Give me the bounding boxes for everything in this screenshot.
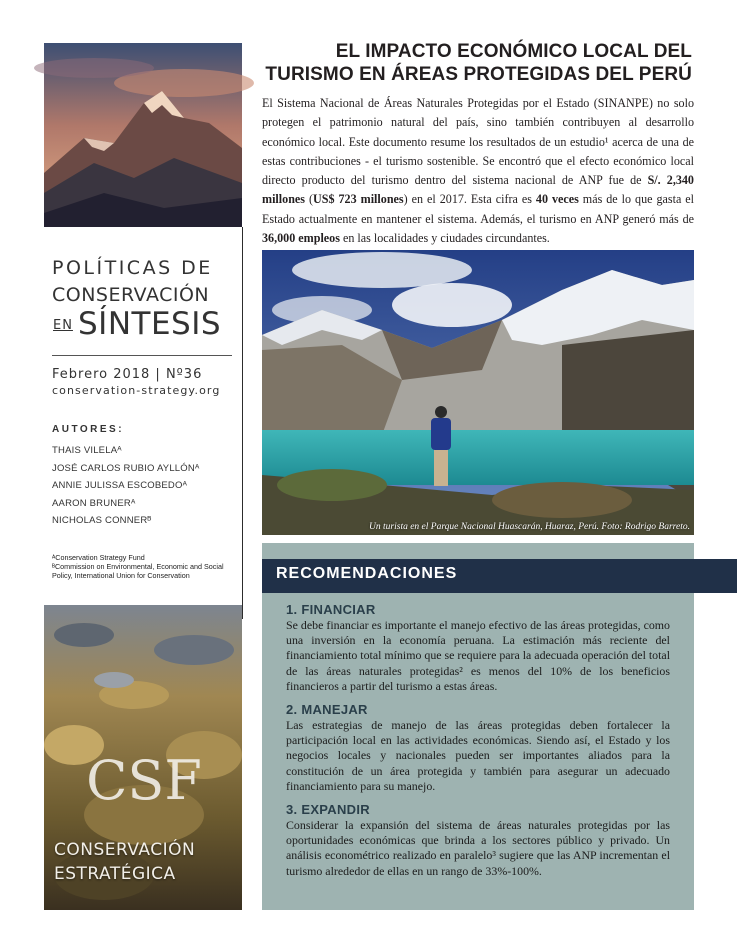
document-title: EL IMPACTO ECONÓMICO LOCAL DEL TURISMO EN ÁREAS PROTEGIDAS DEL PERÚ xyxy=(265,41,692,85)
recommendation-title: 3. EXPANDIR xyxy=(286,802,370,817)
website: conservation-strategy.org xyxy=(52,384,221,397)
author: JOSÉ CARLOS RUBIO AYLLÓNᴬ xyxy=(52,462,200,474)
sidebar xyxy=(44,43,242,910)
issue-date-number: Febrero 2018 | Nº36 xyxy=(52,367,203,382)
csf-logo xyxy=(86,741,202,818)
series-title-line3: SÍNTESIS xyxy=(78,306,222,342)
series-title-line1: POLÍTICAS DE xyxy=(52,257,213,279)
author: NICHOLAS CONNERᴮ xyxy=(52,515,152,526)
recommendation-title: 1. FINANCIAR xyxy=(286,602,376,617)
recommendations-heading: RECOMENDACIONES xyxy=(276,565,458,582)
recommendations-header-bar xyxy=(262,559,737,593)
org-name-line2: ESTRATÉGICA xyxy=(54,864,176,884)
intro-paragraph: El Sistema Nacional de Áreas Naturales Protegidas por el Estado (SINANPE) no solo protegen el patrimonio natural del país, sino también contribuyen al desarrollo económico local. Este documento resume los resultados de un estudio¹ acerca de una de estas contribuciones - el turismo sostenible. Se encontró que el efecto económico local directo producto del turismo dentro del sistema nacional de ANP fue de S/. 2,340 millones (US$ 723 millones) en el 2017. Esta cifra es 40 veces más de lo que gasta el Estado actualmente en mantener el sistema. Además, el turismo en ANP generó más de 36,000 empleos en las localidades y ciudades circundantes. xyxy=(262,96,695,246)
affiliation-a: ᴬConservation Strategy Fund xyxy=(52,553,145,562)
photo-caption: Un turista en el Parque Nacional Huascarán, Huaraz, Perú. Foto: Rodrigo Barreto. xyxy=(369,522,690,532)
series-title-en: EN xyxy=(53,318,73,333)
author: THAIS VILELAᴬ xyxy=(52,445,122,456)
authors-heading: AUTORES: xyxy=(52,424,125,435)
recommendation-item xyxy=(286,702,670,794)
series-title-block xyxy=(44,227,243,619)
csf-logo-text: CSF xyxy=(86,749,202,812)
series-title-line2: CONSERVACIÓN xyxy=(52,284,210,306)
recommendation-body: Las estrategias de manejo de las áreas protegidas deben fortalecer la participación local en las actividades económicas. Siendo así, el Estado y los negocios locales y nacionales pueden ser importantes aliados para la constitución de un área protegida y también para asegurar un adecuado financiamiento para su manejo. xyxy=(286,718,670,793)
title-divider xyxy=(52,355,232,356)
affiliations xyxy=(52,553,238,580)
recommendation-item xyxy=(286,602,670,694)
lake-photo xyxy=(262,250,694,535)
org-name-line1: CONSERVACIÓN xyxy=(54,840,196,860)
recommendation-item xyxy=(286,802,670,879)
recommendation-body: Se debe financiar es importante el manejo efectivo de las áreas protegidas, como una inversión en la economía peruana. La estimación más reciente del financiamiento total mínimo que se requiere para la adecuada operación del total de las áreas naturales protegidas² es menos del 10% de los beneficios financieros a partir del turismo a estas áreas. xyxy=(286,618,670,693)
author: ANNIE JULISSA ESCOBEDOᴬ xyxy=(52,480,188,491)
affiliation-b: ᴮCommission on Environmental, Economic and Social Policy, International Union for Conservation xyxy=(52,562,224,580)
recommendation-title: 2. MANEJAR xyxy=(286,702,368,717)
recommendation-body: Considerar la expansión del sistema de áreas naturales protegidas por las oportunidades económicas que brinda a los sectores público y privado. Un análisis econométrico realizado en paralelo³ sugiere que las ANP incrementan el turismo alrededor de ellas en un rango de 33%-100%. xyxy=(286,818,670,878)
grassland-photo xyxy=(44,605,242,910)
authors-list xyxy=(52,442,199,530)
mountain-sunset-photo xyxy=(44,43,242,227)
org-name xyxy=(54,838,195,886)
author: AARON BRUNERᴬ xyxy=(52,497,136,509)
